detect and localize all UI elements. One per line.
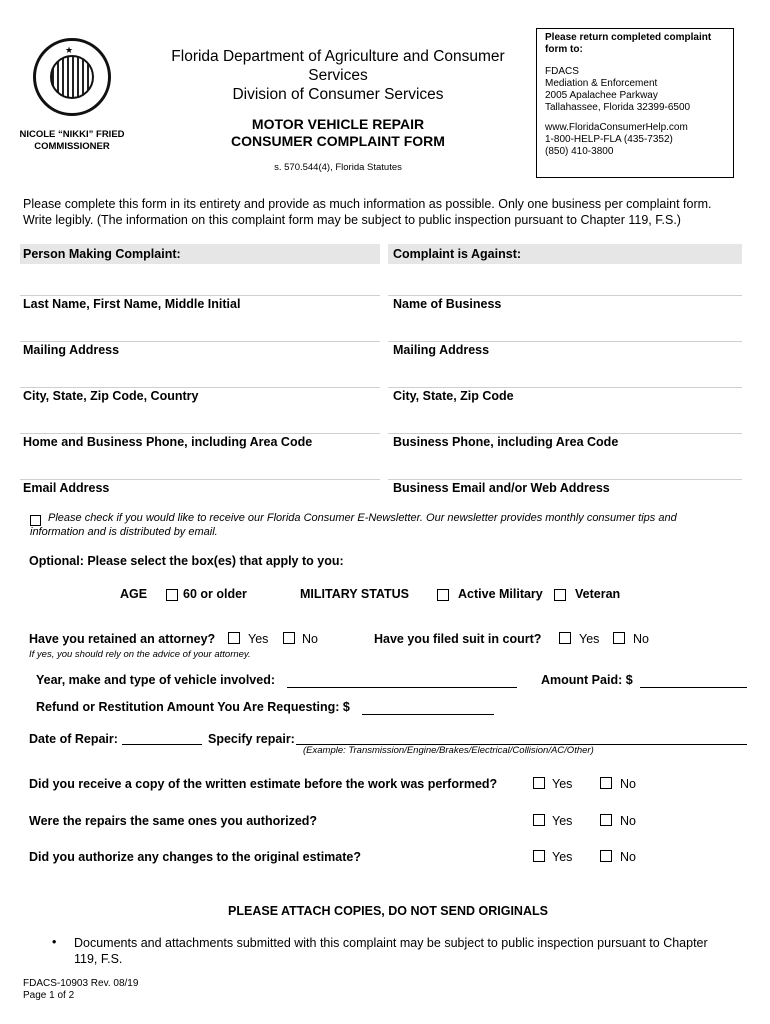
repair-example: (Example: Transmission/Engine/Brakes/Electrical/Collision/AC/Other) [303,745,594,756]
suit-no-label: No [633,632,649,646]
phone-line: (850) 410-3800 [545,146,614,157]
date-repair-input[interactable] [122,744,202,745]
input-line[interactable] [20,479,380,480]
field-city-state: City, State, Zip Code, Country [23,389,199,403]
footer [23,978,138,1002]
header [140,47,536,173]
return-line: 2005 Apalachee Parkway [545,90,658,101]
attorney-note: If yes, you should rely on the advice of your attorney. [29,649,251,660]
input-line[interactable] [388,295,742,296]
refund-input[interactable] [362,714,494,715]
age-60-label: 60 or older [183,587,247,601]
repairs-yes-label: Yes [552,814,573,828]
veteran-checkbox[interactable] [554,587,566,605]
age-label: AGE [120,587,148,601]
changes-no-checkbox[interactable] [600,848,612,866]
repairs-authorized-question: Were the repairs the same ones you authorized? [29,814,318,828]
input-line[interactable] [20,387,380,388]
veteran-label: Veteran [575,587,621,601]
return-line: Mediation & Enforcement [545,78,658,89]
complaint-against-header: Complaint is Against: [393,247,522,261]
attorney-yes-label: Yes [248,632,269,646]
military-status-label: MILITARY STATUS [300,587,410,601]
repairs-no-checkbox[interactable] [600,812,612,830]
return-heading: Please return completed complaint form to: [545,32,712,55]
input-line[interactable] [20,433,380,434]
page-number: Page 1 of 2 [23,990,75,1001]
field-business-address: Mailing Address [393,343,490,357]
form-title-line1: MOTOR VEHICLE REPAIR [251,116,425,132]
commissioner-block [14,129,130,153]
estimate-no-checkbox[interactable] [600,775,612,793]
changes-question: Did you authorize any changes to the original estimate? [29,850,362,864]
specify-repair-label: Specify repair: [208,732,295,746]
star-icon: ★ [65,45,74,55]
changes-no-label: No [620,850,636,864]
suit-yes-label: Yes [579,632,600,646]
website-link[interactable]: www.FloridaConsumerHelp.com [545,122,688,133]
estimate-yes-checkbox[interactable] [533,775,545,793]
estimate-question: Did you receive a copy of the written estimate before the work was performed? [29,777,498,791]
return-line: Tallahassee, Florida 32399-6500 [545,102,691,113]
attorney-no-label: No [302,632,318,646]
field-business-phone: Business Phone, including Area Code [393,435,619,449]
changes-yes-checkbox[interactable] [533,848,545,866]
input-line[interactable] [388,387,742,388]
bullet-text: Documents and attachments submitted with this complaint may be subject to public inspection pursuant to Chapter 119, F.S. [74,936,708,966]
suit-yes-checkbox[interactable] [559,630,571,648]
input-line[interactable] [388,433,742,434]
estimate-no-label: No [620,777,636,791]
repairs-no-label: No [620,814,636,828]
division-name: Division of Consumer Services [232,86,444,103]
field-business-email: Business Email and/or Web Address [393,481,610,495]
optional-heading: Optional: Please select the box(es) that apply to you: [29,554,344,568]
estimate-yes-label: Yes [552,777,573,791]
attorney-yes-checkbox[interactable] [228,630,240,648]
suit-no-checkbox[interactable] [613,630,625,648]
repairs-yes-checkbox[interactable] [533,812,545,830]
suit-question: Have you filed suit in court? [374,632,542,646]
amount-paid-label: Amount Paid: $ [541,673,633,687]
intro-text: Please complete this form in its entirety and provide as much information as possible. Only one business per complaint form. Write legibly. (The information on this complaint form may be subject to public inspection pursuant to Chapter 119, F.S.) [23,197,712,227]
form-number: FDACS-10903 Rev. 08/19 [23,978,139,989]
statute: s. 570.544(4), Florida Statutes [274,162,402,173]
fdacs-seal [33,38,111,116]
field-phone: Home and Business Phone, including Area Code [23,435,313,449]
input-line[interactable] [388,479,742,480]
person-making-complaint-header: Person Making Complaint: [23,247,181,261]
vehicle-input[interactable] [287,687,517,688]
return-line: FDACS [545,66,579,77]
department-name: Florida Department of Agriculture and Consumer Services [171,48,505,84]
commissioner-name: NICOLE “NIKKI” FRIED [19,129,125,140]
commissioner-title: COMMISSIONER [34,141,110,152]
phone-line: 1-800-HELP-FLA (435-7352) [545,134,673,145]
age-60-checkbox[interactable] [166,587,178,605]
seal-emblem [50,55,94,99]
field-mailing-address: Mailing Address [23,343,120,357]
field-name: Last Name, First Name, Middle Initial [23,297,241,311]
bullet-icon: • [52,935,57,949]
field-business-city: City, State, Zip Code [393,389,514,403]
amount-paid-input[interactable] [640,687,747,688]
field-business-name: Name of Business [393,297,502,311]
active-military-checkbox[interactable] [437,587,449,605]
form-title-line2: CONSUMER COMPLAINT FORM [231,133,445,149]
input-line[interactable] [20,341,380,342]
input-line[interactable] [388,341,742,342]
return-address-box [536,28,734,178]
refund-label: Refund or Restitution Amount You Are Requesting: $ [36,700,350,714]
newsletter-text: Please check if you would like to receive our Florida Consumer E-Newsletter. Our newsletter provides monthly consumer tips and information and is distributed by email. [30,512,677,538]
input-line[interactable] [20,295,380,296]
active-military-label: Active Military [458,587,543,601]
attach-notice: PLEASE ATTACH COPIES, DO NOT SEND ORIGINALS [228,904,548,918]
vehicle-label: Year, make and type of vehicle involved: [36,673,275,687]
attorney-question: Have you retained an attorney? [29,632,216,646]
attorney-no-checkbox[interactable] [283,630,295,648]
field-email: Email Address [23,481,110,495]
date-repair-label: Date of Repair: [29,732,118,746]
changes-yes-label: Yes [552,850,573,864]
